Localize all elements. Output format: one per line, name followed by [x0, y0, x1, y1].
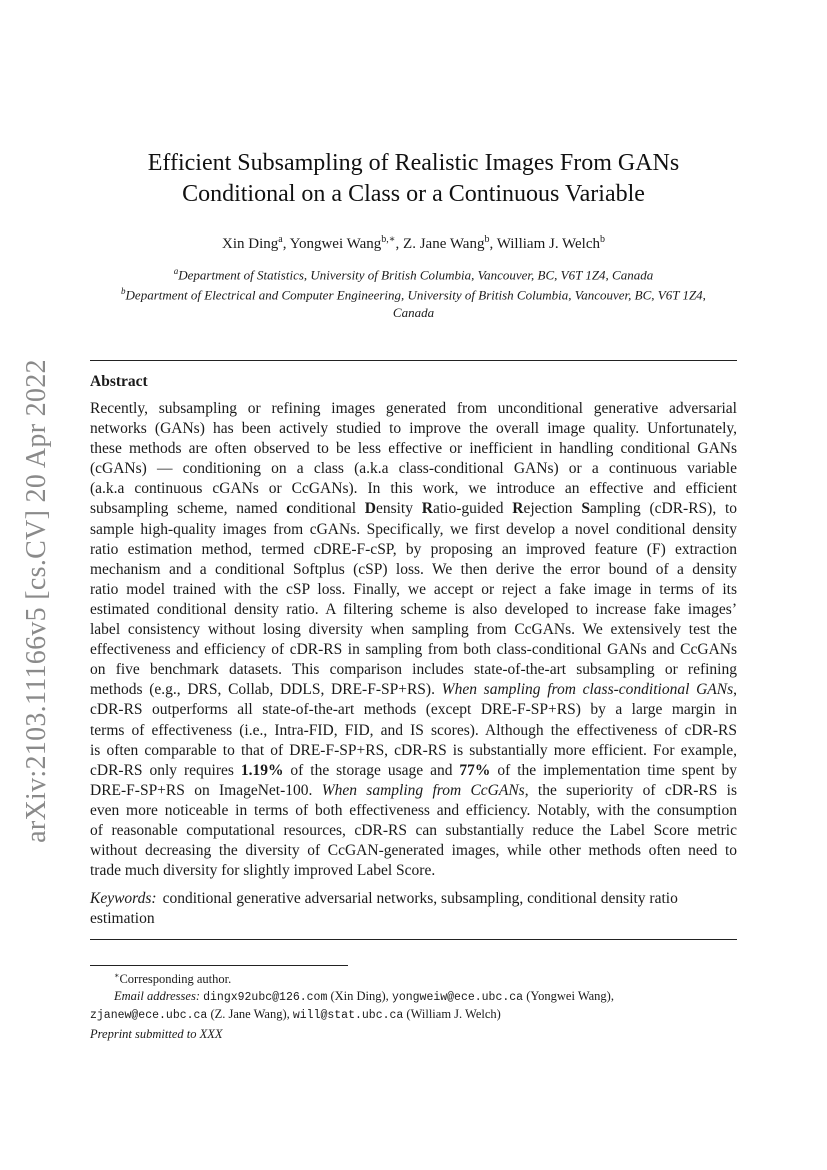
- abstract-line: mechanism and a conditional Softplus (cSP) loss. We then derive the error bound of a density: [90, 560, 737, 578]
- abstract-line: trade much diversity for slightly improved Label Score.: [90, 862, 436, 880]
- keywords-label: Keywords:: [90, 890, 157, 907]
- paper-title: [90, 148, 737, 210]
- title-line-1: Efficient Subsampling of Realistic Images From GANs: [147, 150, 680, 176]
- footnote-text: Corresponding author.: [119, 972, 232, 987]
- arxiv-stamp-text: arXiv:2103.11166v5 [cs.CV] 20 Apr 2022: [21, 359, 53, 843]
- email-owner: (Yongwei Wang),: [526, 988, 614, 1003]
- abstract-line: estimated conditional density ratio. A filtering scheme is also developed to increase fake images’: [90, 600, 737, 618]
- abstract-line: sample high-quality images from cGANs. Specifically, we first develop a novel conditional density: [90, 520, 737, 538]
- footnote-divider: [90, 965, 348, 966]
- email-label: Email addresses:: [114, 988, 200, 1003]
- email-line-2: [90, 1006, 737, 1025]
- author-affil-mark: a: [278, 234, 283, 245]
- title-line-2: Conditional on a Class or a Continuous Variable: [182, 181, 645, 207]
- abstract-line: of reasonable computational resources, cDR-RS can substantially reduce the Label Score metric: [90, 821, 737, 839]
- author: Xin Ding: [221, 236, 279, 252]
- email-link[interactable]: yongweiw@ece.ubc.ca: [391, 990, 524, 1004]
- footnotes: [90, 968, 737, 1025]
- abstract-line: is often comparable to that of DRE-F-SP+RS, cDR-RS is substantially more efficient. For example,: [90, 741, 737, 759]
- affiliation-mark: a: [173, 266, 179, 276]
- abstract-line: without decreasing the diversity of CcGAN-generated images, while other methods often need to: [90, 842, 737, 860]
- abstract-line: cDR-RS outperforms all state-of-the-art methods (except DRE-F-SP+RS) by a large margin in: [90, 701, 737, 719]
- email-link[interactable]: will@stat.ubc.ca: [292, 1009, 404, 1023]
- abstract-body: [90, 399, 737, 881]
- abstract-line: DRE-F-SP+RS on ImageNet-100. When sampling from CcGANs, the superiority of cDR-RS is: [90, 781, 737, 799]
- affiliations: [95, 263, 732, 321]
- abstract-line: (a.k.a continuous cGANs or CcGANs). In this work, we introduce an effective and efficient: [90, 480, 737, 498]
- abstract-line: terms of effectiveness (i.e., Intra-FID, FID, and IS scores). Although the effectiveness of cDR-RS: [90, 721, 737, 739]
- abstract-line: effectiveness and efficiency of cDR-RS in sampling from both class-conditional GANs and CcGANs: [90, 641, 737, 659]
- abstract-line: methods (e.g., DRS, Collab, DDLS, DRE-F-SP+RS). When sampling from class-conditional GANs,: [90, 681, 737, 699]
- affiliation-text: Department of Electrical and Computer Engineering, University of British Columbia, Vancouver, BC, V6T 1Z4,: [125, 287, 706, 303]
- footnote-mark: ∗: [114, 971, 120, 980]
- bottom-divider: [90, 939, 737, 940]
- keywords: [90, 889, 737, 929]
- arxiv-stamp: [18, 357, 56, 845]
- author-affil-mark: b: [600, 234, 605, 245]
- corresponding-author-note: [90, 968, 737, 988]
- affiliation-a: [95, 263, 732, 283]
- top-divider: [90, 360, 737, 361]
- keywords-text: conditional generative adversarial networks, subsampling, conditional density ratio estimation: [90, 890, 678, 927]
- author-separator: ,: [395, 236, 404, 252]
- author: Yongwei Wang: [289, 236, 382, 252]
- affiliation-mark: b: [121, 286, 126, 297]
- abstract-line: even more noticeable in terms of both effectiveness and efficiency. Notably, with the consumption: [90, 801, 737, 819]
- affiliation-b-cont: Canada: [392, 304, 435, 320]
- preprint-note: Preprint submitted to XXX: [90, 1027, 223, 1041]
- email-owner: (William J. Welch): [406, 1007, 501, 1022]
- author-separator: ,: [282, 236, 290, 252]
- email-owner: (Xin Ding),: [330, 988, 389, 1003]
- abstract-line: ratio model trained with the cSP loss. Finally, we accept or reject a fake image in terms of its: [90, 580, 737, 598]
- author: Z. Jane Wang: [403, 236, 485, 252]
- author-separator: ,: [489, 236, 497, 252]
- author-affil-mark: b: [484, 234, 490, 245]
- abstract-line: Recently, subsampling or refining images generated from unconditional generative adversarial: [90, 400, 737, 417]
- email-owner: (Z. Jane Wang),: [210, 1007, 290, 1022]
- author-affil-mark: b,∗: [381, 234, 396, 245]
- email-link[interactable]: dingx92ubc@126.com: [203, 990, 328, 1004]
- email-line-1: [90, 988, 737, 1007]
- author: William J. Welch: [496, 236, 600, 252]
- abstract-line: networks (GANs) has been actively studied to improve the overall image quality. Unfortunately,: [90, 420, 737, 438]
- author-list: [90, 230, 737, 254]
- abstract-line: these methods are often observed to be less effective or inefficient in handling conditional GANs: [90, 440, 737, 458]
- abstract-line: (cGANs) — conditioning on a class (a.k.a class-conditional GANs) or a continuous variable: [90, 460, 737, 478]
- abstract-line: on five benchmark datasets. This comparison includes state-of-the-art subsampling or refining: [90, 661, 737, 679]
- email-link[interactable]: zjanew@ece.ubc.ca: [90, 1009, 208, 1023]
- affiliation-text: Department of Statistics, University of British Columbia, Vancouver, BC, V6T 1Z4, Canada: [178, 267, 654, 283]
- affiliation-b: [95, 283, 732, 303]
- abstract-line: ratio estimation method, termed cDRE-F-cSP, by proposing an improved feature (F) extraction: [90, 540, 737, 558]
- abstract-line: subsampling scheme, named conditional Density Ratio-guided Rejection Sampling (cDR-RS), to: [90, 500, 738, 518]
- abstract-line: label consistency without losing diversity when sampling from CcGANs. We extensively test the: [90, 621, 737, 639]
- abstract-heading: Abstract: [90, 373, 148, 390]
- abstract-line: cDR-RS only requires 1.19% of the storage usage and 77% of the implementation time spent by: [90, 761, 737, 779]
